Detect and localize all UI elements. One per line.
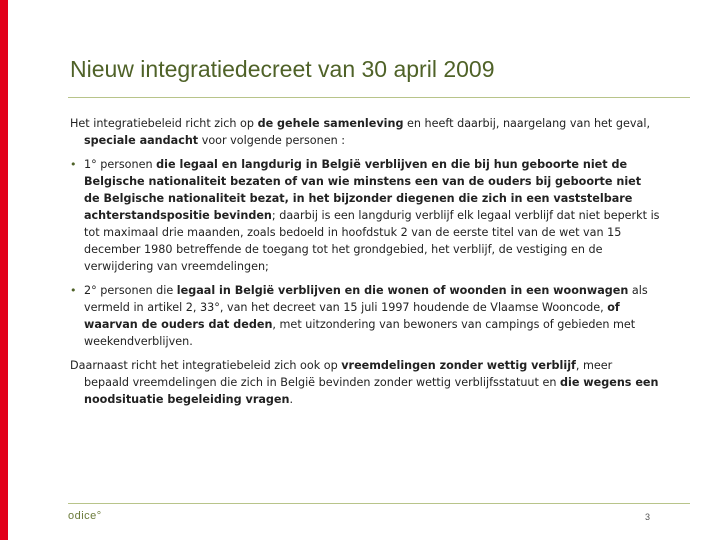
closing-paragraph <box>70 357 660 408</box>
bullet2-text-1: 2° personen die <box>84 284 177 297</box>
footer-logo: odice° <box>68 510 102 522</box>
slide-title: Nieuw integratiedecreet van 30 april 2009 <box>70 56 495 82</box>
bullet2-bold-1: legaal in België verblijven en die wonen of woonden in een woonwagen <box>176 284 629 297</box>
red-accent-bar <box>0 0 8 540</box>
intro-paragraph <box>70 115 660 149</box>
bullet-dot-icon: • <box>70 284 77 297</box>
page-number: 3 <box>644 512 650 522</box>
intro-text-3: voor volgende personen : <box>198 134 346 147</box>
closing-text-2: , meer bepaald vreemdelingen die zich in België bevinden zonder wettig verblijfsstatuut en <box>84 359 613 389</box>
bullet1-text-2: ; daarbij is een langdurig verblijf elk legaal verblijf dat niet beperkt is tot maximaal drie maanden, zoals bedoeld in hoofdstuk 2 van de eerste titel van de wet van 15 december 1980 betreffende de toegang tot het grondgebied, het verblijf, de vestiging en de verwijdering van vreemdelingen; <box>84 209 660 273</box>
bullet2-bold-2: of waarvan de ouders dat deden <box>84 301 620 331</box>
bullet-item-1 <box>70 156 660 275</box>
bullet2-text-2: als vermeld in artikel 2, 33°, van het decreet van 15 juli 1997 houdende de Vlaamse Wooncode, <box>84 284 648 314</box>
intro-bold-1: de gehele samenleving <box>257 117 404 130</box>
closing-bold-1: vreemdelingen zonder wettig verblijf <box>341 359 576 372</box>
intro-bold-2: speciale aandacht <box>84 134 199 147</box>
bullet-dot-icon: • <box>70 158 77 171</box>
intro-text-1: Het integratiebeleid richt zich op <box>70 117 258 130</box>
closing-text-1: Daarnaast richt het integratiebeleid zich ook op <box>70 359 342 372</box>
title-divider <box>68 97 690 98</box>
closing-bold-2: die wegens een noodsituatie begeleiding vragen <box>84 376 659 406</box>
bullet1-text-1: 1° personen <box>84 158 157 171</box>
intro-text-2: en heeft daarbij, naargelang van het geval, <box>403 117 651 130</box>
bullet1-bold-1: die legaal en langdurig in België verblijven en die bij hun geboorte niet de Belgische nationaliteit bezaten of van wie minstens een van de ouders bij geboorte niet de Belgische nationaliteit bezat, in het bijzonder diegenen die zich in een vaststelbare achterstandspositie bevinden <box>84 158 642 222</box>
footer-divider <box>68 503 690 504</box>
bullet2-text-3: , met uitzondering van bewoners van campings of gebieden met weekendverblijven. <box>84 318 636 348</box>
closing-text-3: . <box>289 393 294 406</box>
slide-body <box>70 115 660 415</box>
bullet-item-2 <box>70 282 660 350</box>
